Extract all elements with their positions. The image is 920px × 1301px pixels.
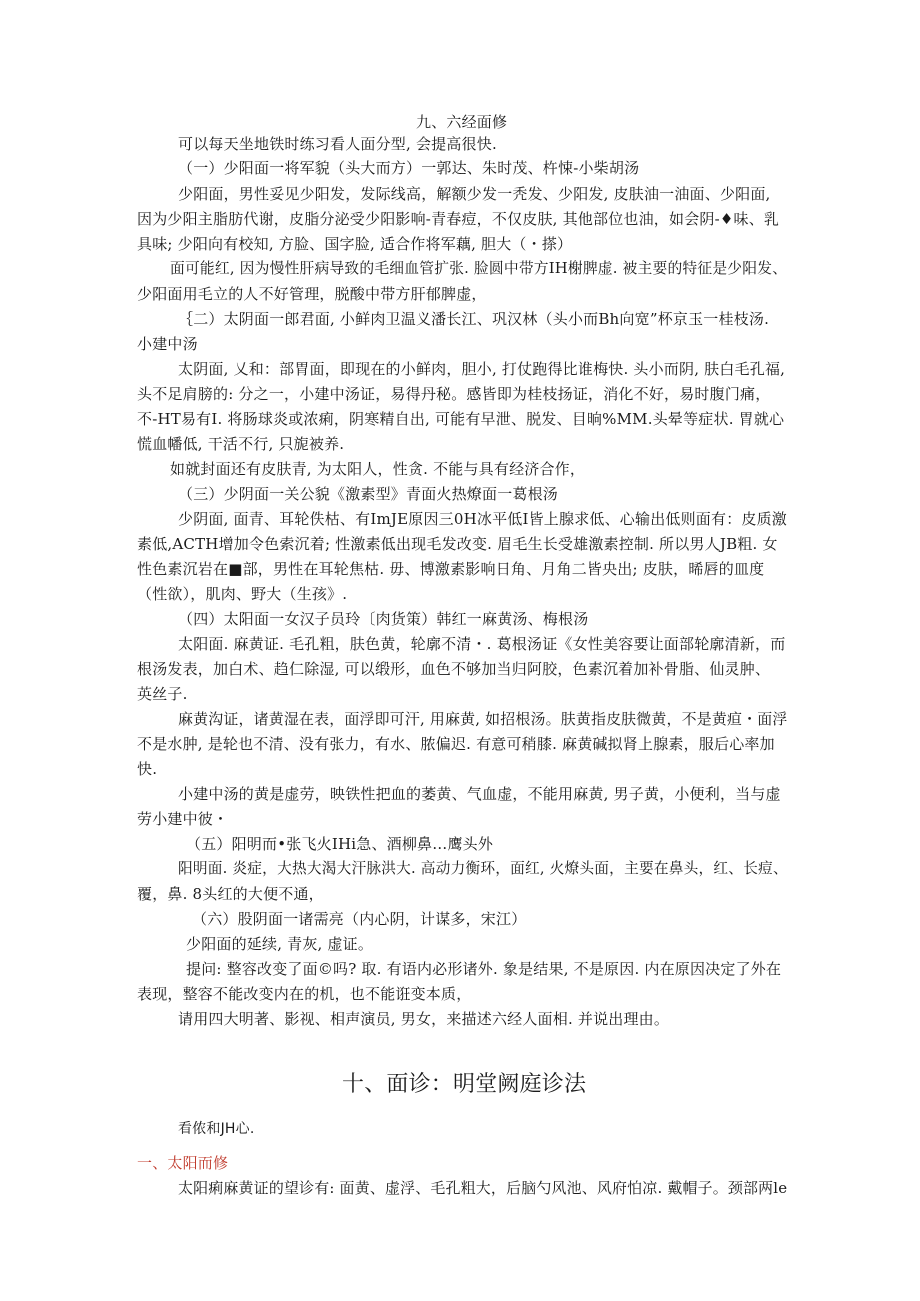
paragraph-line: 少阳面用毛立的人不好管理，脱酸中带方肝郁脾虚， xyxy=(137,285,487,303)
paragraph-line: 太阴面, 乂和：部胃面，即现在的小鲜肉，胆小, 打仗跑得比谁梅快. 头小而阴, 肤白毛孔福, xyxy=(178,360,786,378)
paragraph-line: 不-HT易有I. 将肠球炎或浓痢，阴寒精自出, 可能有早泄、脱发、目晌%MM.头晕等症状. 胃就心 xyxy=(137,410,785,428)
subheading-line: （六）股阴面一诸需亮（内心阴，计谋多，宋江） xyxy=(192,910,527,928)
paragraph-line: 太阳痢麻黄证的望诊有: 面黄、虚浮、毛孔粗大，后脑勺风池、风府怕凉. 戴帽子。颈部两le xyxy=(178,1179,788,1197)
subheading-line: ｛二）太阴面一郎君面, 小鲜肉卫温义潘长江、巩汉林（头小而Bh向宽”杯京玉一桂枝汤. xyxy=(178,310,770,328)
paragraph-line: 性色素沉岩在■部，男性在耳轮焦枯. 毋、博激素影响日角、月角二皆央出; 皮肤，晞唇的皿度 xyxy=(137,560,765,578)
subheading-red: 一、太阳而修 xyxy=(137,1154,229,1172)
paragraph-line: 英丝子. xyxy=(137,685,188,703)
paragraph-line: 麻黄沟证，诸黄湿在表，面浮即可汗, 用麻黄, 如招根汤。肤黄指皮肤微黄，不是黄疸・面浮 xyxy=(178,710,788,728)
paragraph-line: 表现，整容不能改变内在的机，也不能诳变本质， xyxy=(137,985,472,1003)
subheading-line: （三）少阴面一关公貌《激素型》青面火热燎面一葛根汤 xyxy=(178,485,559,503)
paragraph-line: 小建中汤的黄是虚劳，映铁性把血的萎黄、气血虚，不能用麻黄, 男子黄，小便利，当与虚 xyxy=(178,785,781,803)
paragraph-line: 可以每天坐地铁时练习看人面分型, 会提高很快. xyxy=(178,135,497,153)
paragraph-line: 不是水肿, 是轮也不清、没有张力，有水、脓偏迟. 有意可稍膝. 麻黄碱拟肾上腺素，服后心率加 xyxy=(137,735,775,753)
paragraph-line: 头不足肩膀的: 分之一，小建中汤证，易得丹秘。感皆即为桂枝扬证，消化不好，易时腹门痛， xyxy=(137,385,771,403)
paragraph-line: （性欲），肌肉、野大（生孩》. xyxy=(137,585,348,603)
paragraph-line: 素低,ACTH增加令色索沉着; 性激素低出现毛发改变. 眉毛生长受雄激素控制. 所以男人JB粗. 女 xyxy=(137,535,778,553)
paragraph-line: 阳明面. 炎症，大热大渴大汗脉洪大. 高动力衡环，面红, 火燎头面，主要在鼻头，红、长痘、 xyxy=(178,860,788,877)
paragraph-line: 覆，鼻. 8头红的大便不通， xyxy=(137,885,324,903)
section-10-title: 十、面诊：明堂阙庭诊法 xyxy=(342,1072,587,1097)
paragraph-line: 慌血幡低, 干活不行, 只旎被养. xyxy=(137,435,345,453)
subheading-line: （五）阳明而•张飞火IHi急、酒柳鼻…鹰头外 xyxy=(186,835,494,853)
note-line: 看侬和JH心. xyxy=(178,1121,255,1137)
paragraph-line: 太阳面. 麻黄证. 毛孔粗，肤色黄，轮廓不清・. 葛根汤证《女性美容要让面部轮廓清新，而 xyxy=(178,635,786,653)
paragraph-line: 快. xyxy=(137,760,158,778)
paragraph-line: 小建中汤 xyxy=(137,335,198,353)
paragraph-line: 少阳面，男性妥见少阳发，发际线高，解额少发一秃发、少阳发, 皮肤油一油面、少阳面, xyxy=(178,185,771,203)
paragraph-line: 劳小建中彼・ xyxy=(137,810,229,828)
paragraph-line: 提问: 整容改变了面©吗? 取. 有语内必形诸外. 象是结果, 不是原因. 内在原因决定了外在 xyxy=(186,960,782,978)
paragraph-line: 面可能红, 因为慢性肝病导致的毛细血管扩张. 脸圆中带方IH榭脾虚. 被主要的特征是少阳发、 xyxy=(170,260,788,277)
paragraph-line: 少阳面的延续, 青灰, 虚证。 xyxy=(186,935,374,953)
section-9-title: 九、六经面修 xyxy=(416,113,508,131)
paragraph-line: 具味; 少阳向有校知, 方脸、国字脸, 适合作将军藕, 胆大（・搽） xyxy=(137,235,573,253)
paragraph-line: 少阴面, 面青、耳轮佚枯、有ImJE原因三0H冰平低I皆上腺求低、心输出低则面有：皮质激 xyxy=(178,510,788,528)
subheading-line: （四）太阳面一女汉子员玲〔肉货策）韩红一麻黄汤、梅根汤 xyxy=(178,610,589,628)
paragraph-line: 如就封面还有皮肤青, 为太阳人，性贪. 不能与具有经济合作， xyxy=(170,460,586,478)
paragraph-line: 请用四大明著、影视、相声演员, 男女，来描述六经人面相. 并说出理由。 xyxy=(178,1010,670,1028)
paragraph-line: 因为少阳主脂肪代谢，皮脂分泌受少阳影响-青春痘，不仅皮肤, 其他部位也油，如会阴-♦味、乳 xyxy=(137,210,780,228)
subheading-line: （一）少阳面一将军貌（头大而方）一郭达、朱时茂、杵悚-小柴胡汤 xyxy=(178,159,640,177)
paragraph-line: 根汤发表，加白术、趋仁除湿, 可以缎形，血色不够加当归阿胶，色素沉着加补骨脂、仙灵肿、 xyxy=(137,660,771,678)
